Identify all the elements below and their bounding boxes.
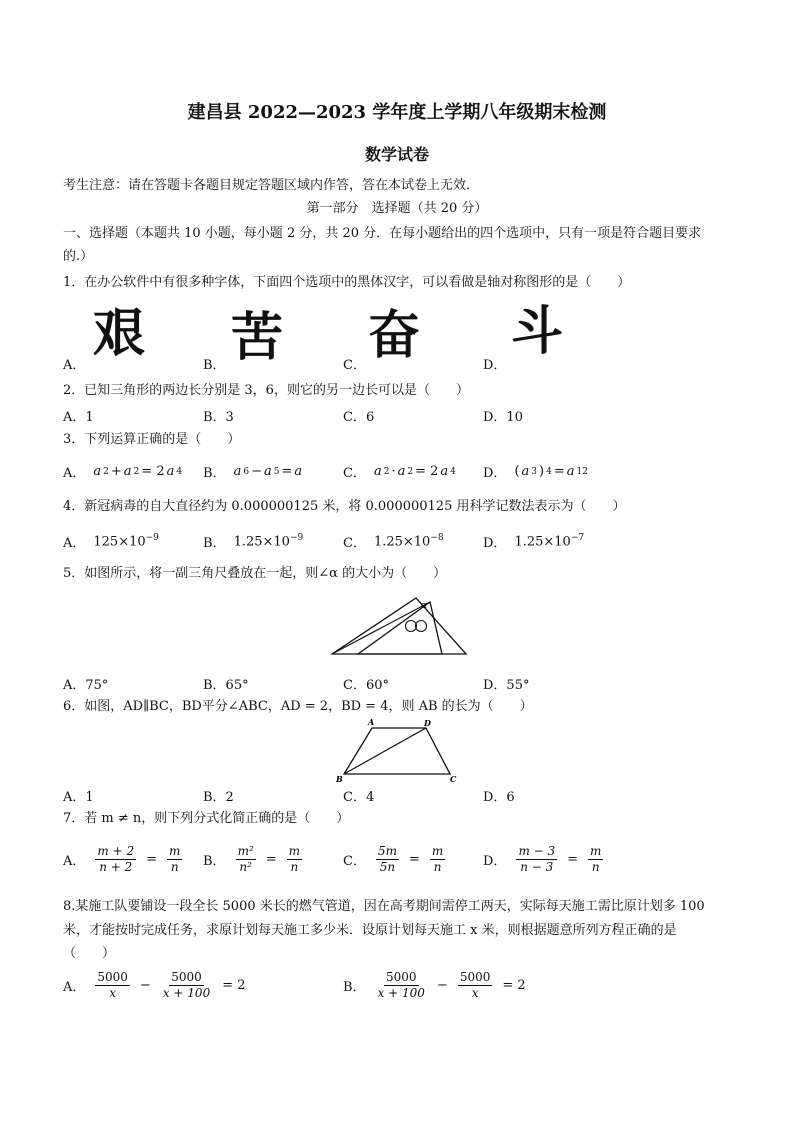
question-5-stem: 5．如图所示，将一副三角尺叠放在一起，则∠α 的大小为（ ）: [63, 566, 447, 581]
option-a: A．1: [63, 410, 94, 425]
option-d: D．55°: [483, 678, 530, 693]
question-7-stem: 7．若 m ≠ n，则下列分式化简正确的是（ ）: [63, 811, 350, 826]
fraction-left: $\frac{m - 3}{n - 3}$: [518, 844, 556, 874]
option-b: [203, 462, 302, 481]
question-4-stem: 4．新冠病毒的自大直径约为 0.000000125 米，将 0.000000125 用科学记数法表示为（ ）: [63, 499, 626, 514]
part-heading: 第一部分 选择题（共 20 分）: [306, 201, 488, 216]
option-a: [63, 462, 182, 481]
point-b-label: B: [336, 774, 343, 784]
fraction-left: $\frac{m + 2}{n + 2}$: [97, 844, 135, 874]
question-4-options: [63, 532, 743, 556]
diagonal-bd: [344, 728, 426, 774]
exam-title: 建昌县 2022—2023 学年度上学期八年级期末检测: [187, 102, 607, 123]
option-a: A．75°: [63, 678, 109, 693]
fraction-right: $\frac{5000}{x}$: [459, 970, 491, 1000]
option-label: D．: [483, 466, 507, 481]
question-3-stem: 3．下列运算正确的是（ ）: [63, 432, 241, 447]
option-d: D． $1.25\times 10^{-7}$: [483, 533, 585, 551]
section-instructions-line2: 的.）: [63, 249, 94, 264]
option-b: B． $\frac{\text{m²}}{\text{n²}}$ = $\frac{m}{n}$: [203, 844, 301, 874]
character-option-c: 奋: [368, 306, 421, 366]
expression-c: a 2 · a 2 = 2 a 4: [373, 464, 456, 479]
character-option-a: 艰: [93, 304, 146, 364]
option-label: A．: [63, 466, 86, 481]
question-8-options: [63, 970, 743, 1010]
option-b: B． $1.25\times 10^{-9}$: [203, 533, 304, 551]
fraction-right: $\frac{m}{n}$: [590, 844, 602, 874]
option-b: B．2: [203, 790, 234, 805]
fraction-right: $\frac{m}{n}$: [288, 844, 301, 874]
fraction-right: $\frac{m}{n}$: [169, 844, 181, 874]
trapezoid-figure: [334, 718, 464, 784]
option-c: C．60°: [343, 678, 389, 693]
option-c: C．6: [343, 410, 375, 425]
trapezoid-abcd: [344, 728, 450, 774]
option-b: B．65°: [203, 678, 249, 693]
fraction-left: $\frac{5000}{x + 100}$: [377, 970, 425, 1000]
question-2-stem: 2．已知三角形的两边长分别是 3，6，则它的另一边长可以是（ ）: [63, 383, 469, 398]
question-8-stem-line2: 米，才能按时完成任务，求原计划每天施工多少米．设原计划每天施工 x 米，则根据题意所列方程正确的是: [63, 923, 677, 938]
option-d: D．6: [483, 790, 515, 805]
option-a-label: A．: [63, 358, 86, 373]
option-label: C．: [343, 466, 366, 481]
point-d-label: D: [424, 718, 431, 728]
option-c: C． $\frac{5m}{5n}$ = $\frac{m}{n}$: [343, 844, 444, 874]
option-a: A．1: [63, 790, 94, 805]
option-a: A． $125\times 10^{-9}$: [63, 533, 159, 551]
option-label: B．: [203, 466, 226, 481]
fraction-left: $\frac{5m}{5n}$: [377, 844, 397, 874]
option-b-label: B．: [203, 358, 226, 373]
question-6-stem: 6．如图，AD∥BC，BD平分∠ABC，AD = 2，BD = 4，则 AB 的长为（ ）: [63, 699, 533, 714]
exam-subtitle: 数学试卷: [364, 145, 429, 164]
alpha-label: α: [421, 601, 428, 611]
set-squares-figure: [320, 592, 476, 662]
question-7-options: [63, 844, 743, 882]
question-8-stem-line3: （ ）: [63, 946, 116, 961]
option-b: B．3: [203, 410, 234, 425]
fraction-right: $\frac{m}{n}$: [431, 844, 444, 874]
expression-b: a 6 − a 5 = a: [233, 464, 303, 479]
triangle-large: [332, 598, 466, 654]
point-c-label: C: [450, 774, 457, 784]
question-2-options: [63, 406, 743, 430]
question-1-options: [63, 302, 743, 373]
option-d: D． $\frac{m - 3}{n - 3}$ = $\frac{m}{n}$: [483, 844, 602, 874]
expression-a: a 2 + a 2 = 2 a 4: [93, 464, 183, 479]
option-d: D．10: [483, 410, 523, 425]
question-5-options: [63, 674, 743, 698]
question-3-options: [63, 462, 743, 486]
question-6-options: [63, 786, 743, 810]
fraction-right: $\frac{5000}{x + 100}$: [162, 970, 211, 1000]
option-d: [483, 462, 588, 481]
fraction-left: $\frac{5000}{x}$: [97, 970, 128, 1000]
character-option-b: 苦: [231, 308, 284, 368]
option-a: A． $\frac{5000}{x}$ − $\frac{5000}{x + 100}$ = 2: [63, 970, 246, 1000]
option-c: C．4: [343, 790, 375, 805]
fraction-left: $\frac{\text{m²}}{\text{n²}}$: [237, 844, 254, 874]
question-8-stem-line1: 8.某施工队要铺设一段全长 5000 米长的燃气管道，因在高考期间需停工两天，实际每天施工需比原计划多 100: [63, 899, 705, 914]
option-c: C． $1.25\times 10^{-8}$: [343, 533, 444, 551]
option-c: [343, 462, 456, 481]
option-c-label: C．: [343, 358, 366, 373]
option-d-label: D．: [483, 358, 507, 373]
section-instructions-line1: 一、选择题（本题共 10 小题，每小题 2 分，共 20 分．在每小题给出的四个选项中，只有一项是符合题目要求: [63, 226, 702, 241]
notice: 考生注意：请在答题卡各题目规定答题区域内作答，答在本试卷上无效．: [63, 178, 480, 193]
option-b: B． $\frac{5000}{x + 100}$ − $\frac{5000}{x}$ = 2: [343, 970, 526, 1000]
character-option-d: 斗: [511, 302, 564, 362]
question-1-stem: 1．在办公软件中有很多种字体，下面四个选项中的黑体汉字，可以看做是轴对称图形的是（ ）: [63, 275, 631, 290]
point-a-label: A: [368, 718, 375, 727]
expression-d: ( a 3 ) 4 = a 12: [514, 464, 588, 479]
option-a: A． $\frac{m + 2}{n + 2}$ = $\frac{m}{n}$: [63, 844, 181, 874]
